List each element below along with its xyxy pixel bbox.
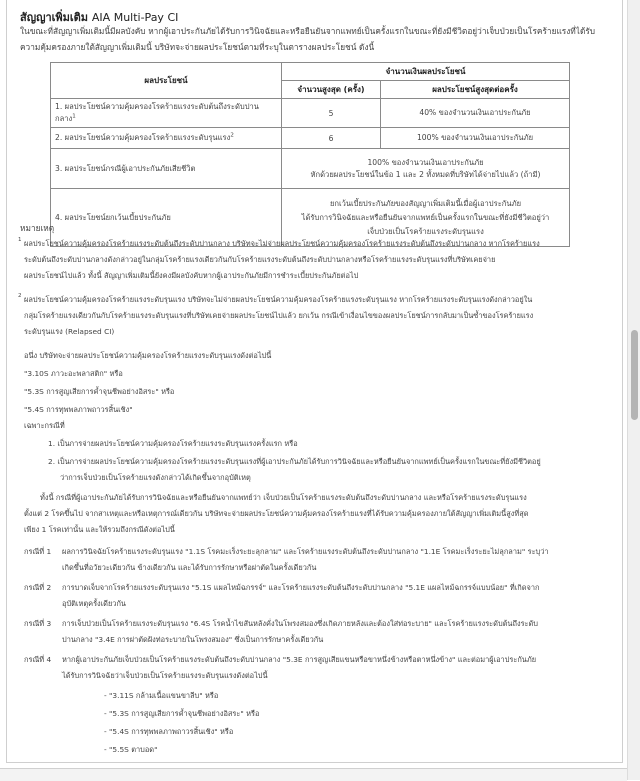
relapsed-intro: อนึ่ง บริษัทจะจ่ายผลประโยชน์ความคุ้มครองโรคร้ายแรงระดับรุนแรงดังต่อไปนี้ <box>24 351 272 360</box>
header-benefit: ผลประโยชน์ <box>51 63 282 99</box>
benefit-cell: 3. ผลประโยชน์กรณีผู้เอาประกันภัยเสียชีวิต <box>51 149 282 189</box>
footnote-mark: 2 <box>230 132 234 139</box>
combined-line: ตั้งแต่ 2 โรคขึ้นไป จากสาเหตุและหรือเหตุการณ์เดียวกัน บริษัทจะจ่ายผลประโยชน์ความคุ้มครองโรคร้ายแรงที่ได้รับความคุ้มครองภายใต้สัญญาเพิ่มเติมนี้สูงที่สุด <box>24 509 529 518</box>
note-line: ผลประโยชน์ไปแล้ว ทั้งนี้ สัญญาเพิ่มเติมนี้ยังคงมีผลบังคับหากผู้เอาประกันภัยมีการชำระเบี้ยประกันภัยต่อไป <box>24 271 359 280</box>
remarks-label: หมายเหตุ <box>20 223 55 233</box>
note-line: ผลประโยชน์ความคุ้มครองโรคร้ายแรงระดับต้นถึงระดับปานกลาง บริษัทจะไม่จ่ายผลประโยชน์ความคุ้มครองโรคร้ายแรงระดับต้นถึงระดับปานกลาง หากโรคร้ายแรง <box>24 239 540 248</box>
note-line: ระดับรุนแรง (Relapsed CI) <box>24 327 115 336</box>
benefit-cell <box>51 99 282 128</box>
case4-item: - "3.11S กล้ามเนื้อแขนขาลีบ" หรือ <box>104 691 219 700</box>
example-line: การบาดเจ็บจากโรคร้ายแรงระดับรุนแรง "5.1S แผลไหม้ฉกรรจ์" และโรคร้ายแรงระดับต้นถึงระดับปานกลาง "5.1E แผลไหม้ฉกรรจ์แบบน้อย" ที่เกิดจาก <box>62 583 540 592</box>
benefit-cell: 4. ผลประโยชน์ยกเว้นเบี้ยประกันภัย <box>51 189 282 247</box>
only-cases-label: เฉพาะกรณีที่ <box>24 421 65 430</box>
example-line: ได้รับการวินิจฉัยว่าเจ็บป่วยเป็นโรคร้ายแรงระดับรุนแรงดังต่อไปนี้ <box>62 671 268 680</box>
benefit-label: 1. ผลประโยชน์ความคุ้มครองโรคร้ายแรงระดับต้นถึงระดับปานกลาง <box>55 102 259 123</box>
relapsed-case: ว่าการเจ็บป่วยเป็นโรคร้ายแรงดังกล่าวได้เกิดขึ้นจากอุบัติเหตุ <box>60 473 251 482</box>
example-label: กรณีที่ 2 <box>24 583 52 592</box>
scrollbar-thumb[interactable] <box>631 330 638 420</box>
case4-item: - "5.3S การสูญเสียการค้ำจุนชีพอย่างอิสระ" หรือ <box>104 709 260 718</box>
times-cell: 6 <box>282 128 381 149</box>
amount-line: ได้รับการวินิจฉัยและหรือยืนยันจากแพทย์เป็นครั้งแรกในขณะที่ยังมีชีวิตอยู่ว่า <box>301 212 550 222</box>
footnote-mark: 1 <box>18 237 22 243</box>
example-label: กรณีที่ 1 <box>24 547 52 556</box>
intro-line-2: ความคุ้มครองภายใต้สัญญาเพิ่มเติมนี้ บริษัทจะจ่ายผลประโยชน์ตามที่ระบุในตารางผลประโยชน์ ดังนี้ <box>20 42 375 52</box>
benefit-cell <box>51 128 282 149</box>
amount-cell: 100% ของจำนวนเงินเอาประกันภัย <box>381 128 570 149</box>
header-max-times: จำนวนสูงสุด (ครั้ง) <box>282 81 381 99</box>
table-row <box>51 128 570 149</box>
intro-line-1: ในขณะที่สัญญาเพิ่มเติมนี้มีผลบังคับ หากผู้เอาประกันภัยได้รับการวินิจฉัยและหรือยืนยันจากแพทย์เป็นครั้งแรกในขณะที่ยังมีชีวิตอยู่ว่าเจ็บป่วยเป็นโรคร้ายแรงที่ได้รับ <box>20 26 596 36</box>
times-cell: 5 <box>282 99 381 128</box>
combined-line: ทั้งนี้ กรณีที่ผู้เอาประกันภัยได้รับการวินิจฉัยและหรือยืนยันจากแพทย์ว่า เจ็บป่วยเป็นโรคร้ายแรงระดับต้นถึงระดับปานกลาง และหรือโรคร้ายแรงระดับรุนแรง <box>40 493 527 502</box>
table-row <box>51 99 570 128</box>
example-label: กรณีที่ 4 <box>24 655 52 664</box>
example-line: หากผู้เอาประกันภัยเจ็บป่วยเป็นโรคร้ายแรงระดับต้นถึงระดับปานกลาง "5.3E การสูญเสียแขนหรือขาหนึ่งข้างหรือตาหนึ่งข้าง" และต่อมาผู้เอาประกันภัย <box>62 655 537 664</box>
example-line: เกิดขึ้นที่อวัยวะเดียวกัน ข้างเดียวกัน และได้รับการรักษาหรือผ่าตัดในครั้งเดียวกัน <box>62 563 317 572</box>
amount-line: ยกเว้นเบี้ยประกันภัยของสัญญาเพิ่มเติมนี้เมื่อผู้เอาประกันภัย <box>329 198 522 208</box>
example-line: อุบัติเหตุครั้งเดียวกัน <box>62 599 126 608</box>
case4-item: - "5.5S ตาบอด" <box>104 745 158 754</box>
case4-item: - "5.4S การทุพพลภาพถาวรสิ้นเชิง" หรือ <box>104 727 234 736</box>
relapsed-case: 1. เป็นการจ่ายผลประโยชน์ความคุ้มครองโรคร้ายแรงระดับรุนแรงครั้งแรก หรือ <box>48 439 298 448</box>
example-line: ผลการวินิจฉัยโรคร้ายแรงระดับรุนแรง "1.1S โรคมะเร็งระยะลุกลาม" และโรคร้ายแรงระดับต้นถึงระดับปานกลาง "1.1E โรคมะเร็งระยะไม่ลุกลาม" ระบุว่า <box>62 547 549 556</box>
combined-line: เพียง 1 โรคเท่านั้น และให้รวมถึงกรณีดังต่อไปนี้ <box>24 525 175 534</box>
relapsed-item: "5.3S การสูญเสียการค้ำจุนชีพอย่างอิสระ" หรือ <box>24 387 175 396</box>
footnote-mark: 1 <box>72 113 76 120</box>
next-page-edge <box>0 768 627 781</box>
header-max-amount: ผลประโยชน์สูงสุดต่อครั้ง <box>381 81 570 99</box>
benefit-label: 2. ผลประโยชน์ความคุ้มครองโรคร้ายแรงระดับรุนแรง <box>55 133 231 142</box>
relapsed-case: 2. เป็นการจ่ายผลประโยชน์ความคุ้มครองโรคร้ายแรงระดับรุนแรงที่ผู้เอาประกันภัยได้รับการวินิจฉัยและหรือยืนยันจากแพทย์เป็นครั้งแรกในขณะที่ยังมีชีวิตอยู่ <box>48 457 541 466</box>
note-line: ระดับต้นถึงระดับปานกลางดังกล่าวอยู่ในกลุ่มโรคร้ายแรงเดียวกันกับโรคร้ายแรงระดับต้นถึงระดับปานกลางหรือโรคร้ายแรงระดับรุนแรงที่บริษัทเคยจ่าย <box>24 255 496 264</box>
vertical-scrollbar[interactable] <box>627 0 640 780</box>
note-line: กลุ่มโรคร้ายแรงเดียวกันกับโรคร้ายแรงระดับรุนแรงที่บริษัทเคยจ่ายผลประโยชน์ไปแล้ว ยกเว้น กรณีเข้าเงื่อนไขของผลประโยชน์การกลับมาเป็นซ้ำของโรคร้ายแรง <box>24 311 534 320</box>
amount-line: เจ็บป่วยเป็นโรคร้ายแรงระดับรุนแรง <box>367 226 484 236</box>
title-thai: สัญญาเพิ่มเติม <box>20 11 89 24</box>
example-line: การเจ็บป่วยเป็นโรคร้ายแรงระดับรุนแรง "6.4S โรคน้ำไขสันหลังคั่งในโพรงสมองซึ่งเกิดภายหลังและต้องใส่ท่อระบาย" และโรคร้ายแรงระดับต้นถึงระดับ <box>62 619 539 628</box>
note-line: ผลประโยชน์ความคุ้มครองโรคร้ายแรงระดับรุนแรง บริษัทจะไม่จ่ายผลประโยชน์ความคุ้มครองโรคร้ายแรงระดับรุนแรง หากโรคร้ายแรงระดับรุนแรงดังกล่าวอยู่ใน <box>24 295 533 304</box>
footnote-mark: 2 <box>18 293 22 299</box>
amount-cell: 40% ของจำนวนเงินเอาประกันภัย <box>381 99 570 128</box>
amount-line: หักด้วยผลประโยชน์ในข้อ 1 และ 2 ทั้งหมดที่บริษัทได้จ่ายไปแล้ว (ถ้ามี) <box>310 169 541 179</box>
benefit-table <box>50 62 570 247</box>
example-label: กรณีที่ 3 <box>24 619 52 628</box>
header-amount: จำนวนเงินผลประโยชน์ <box>282 63 570 81</box>
amount-line: 100% ของจำนวนเงินเอาประกันภัย <box>367 157 484 167</box>
amount-cell <box>282 149 570 189</box>
title-english: AIA Multi-Pay CI <box>91 11 179 24</box>
table-row <box>51 149 570 189</box>
relapsed-item: "3.10S ภาวะอะพลาสติก" หรือ <box>24 369 123 378</box>
example-line: ปานกลาง "3.4E การผ่าตัดฝังท่อระบายในโพรงสมอง" ซึ่งเป็นการรักษาครั้งเดียวกัน <box>62 635 324 644</box>
relapsed-item: "5.4S การทุพพลภาพถาวรสิ้นเชิง" <box>24 405 133 414</box>
